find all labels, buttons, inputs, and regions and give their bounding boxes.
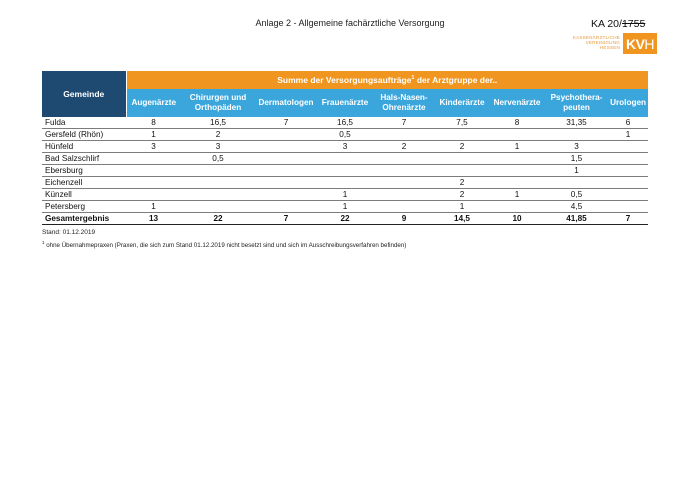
value-cell: 22 [181,213,255,225]
document-id-prefix: KA 20/ [591,18,622,30]
value-cell: 1 [317,189,373,201]
table-row [42,153,648,165]
table-row [42,177,648,189]
value-cell [181,165,255,177]
value-cell [373,177,435,189]
page-title: Anlage 2 - Allgemeine fachärztliche Versorgung [255,18,445,28]
gemeinde-cell: Ebersburg [42,165,126,177]
value-cell: 9 [373,213,435,225]
stand-date: Stand: 01.12.2019 [42,229,96,236]
value-cell: 1 [489,141,545,153]
value-cell: 1 [435,201,489,213]
logo-mark: KVH [625,35,655,52]
logo-text [560,35,620,51]
value-cell: 8 [489,117,545,129]
value-cell [608,201,648,213]
column-header: Nervenärzte [489,89,545,117]
column-header-row [42,89,648,117]
value-cell [608,189,648,201]
value-cell: 2 [181,129,255,141]
value-cell [126,189,181,201]
value-cell: 1 [489,189,545,201]
gemeinde-cell: Petersberg [42,201,126,213]
value-cell [255,201,317,213]
versorgung-table [42,71,648,225]
value-cell: 7 [255,117,317,129]
value-cell [317,177,373,189]
value-cell: 16,5 [317,117,373,129]
value-cell: 14,5 [435,213,489,225]
gemeinde-header: Gemeinde [42,71,126,117]
footnote-text: ohne Übernahmepraxen (Praxen, die sich zum Stand 01.12.2019 nicht besetzt sind und sich im Ausschreibungsverfahren befinden) [44,242,407,250]
value-cell: 6 [608,117,648,129]
value-cell [435,165,489,177]
document-id [591,18,645,30]
value-cell [255,189,317,201]
column-header: Dermatologen [255,89,317,117]
document-id-number: 1755 [621,18,646,30]
value-cell [489,165,545,177]
value-cell [317,153,373,165]
value-cell [489,153,545,165]
value-cell: 31,35 [545,117,608,129]
value-cell: 7,5 [435,117,489,129]
column-header: Augenärzte [126,89,181,117]
value-cell: 3 [181,141,255,153]
value-cell [181,177,255,189]
gemeinde-cell: Künzell [42,189,126,201]
column-header: Kinderärzte [435,89,489,117]
value-cell: 1 [126,129,181,141]
value-cell: 3 [317,141,373,153]
value-cell: 10 [489,213,545,225]
gemeinde-cell: Bad Salzschlirf [42,153,126,165]
value-cell [489,177,545,189]
logo-line-2: VEREINIGUNG [585,40,620,46]
super-header: Summe der Versorgungsaufträge$^1$ der Arztgruppe der.. [126,71,648,89]
logo-line-1: KASSENÄRZTLICHE [572,35,620,40]
value-cell [255,141,317,153]
table-row [42,117,648,129]
value-cell [435,129,489,141]
column-header: Chirurgen und Orthopäden [181,89,255,117]
table-body [42,117,648,225]
value-cell [608,165,648,177]
footnote [42,240,406,249]
value-cell: 7 [255,213,317,225]
column-header: Hals-Nasen- Ohrenärzte [373,89,435,117]
table-row [42,129,648,141]
value-cell [181,201,255,213]
value-cell: 0,5 [545,189,608,201]
value-cell [608,153,648,165]
value-cell [255,153,317,165]
gemeinde-cell: Fulda [42,117,126,129]
value-cell [545,177,608,189]
value-cell [373,189,435,201]
logo-line-3: HESSEN [599,45,620,51]
value-cell [255,129,317,141]
value-cell [373,165,435,177]
gemeinde-cell: Gersfeld (Rhön) [42,129,126,141]
value-cell: 1,5 [545,153,608,165]
value-cell: 2 [435,189,489,201]
value-cell [255,165,317,177]
value-cell [181,189,255,201]
value-cell: 1 [545,165,608,177]
value-cell [373,201,435,213]
value-cell: 7 [373,117,435,129]
table-row [42,189,648,201]
value-cell: 2 [435,141,489,153]
value-cell [435,153,489,165]
value-cell: 1 [317,201,373,213]
value-cell: 1 [608,129,648,141]
value-cell [317,165,373,177]
value-cell [545,129,608,141]
gemeinde-cell: Gesamtergebnis [42,213,126,225]
value-cell: 16,5 [181,117,255,129]
value-cell [608,141,648,153]
value-cell [126,177,181,189]
value-cell [373,129,435,141]
footnote-marker: 1 [42,240,45,245]
value-cell: 13 [126,213,181,225]
value-cell: 4,5 [545,201,608,213]
value-cell [489,201,545,213]
value-cell: 2 [373,141,435,153]
value-cell: 7 [608,213,648,225]
value-cell: 41,85 [545,213,608,225]
column-header: Urologen [608,89,648,117]
value-cell [255,177,317,189]
total-row [42,213,648,225]
value-cell [489,129,545,141]
value-cell: 0,5 [181,153,255,165]
value-cell [608,177,648,189]
table-row [42,201,648,213]
column-header: Frauenärzte [317,89,373,117]
value-cell: 2 [435,177,489,189]
kv-logo-icon [623,33,657,54]
value-cell [373,153,435,165]
gemeinde-cell: Hünfeld [42,141,126,153]
value-cell: 8 [126,117,181,129]
column-header: Psychothera- peuten [545,89,608,117]
table-row [42,165,648,177]
table-row [42,141,648,153]
gemeinde-cell: Eichenzell [42,177,126,189]
value-cell: 1 [126,201,181,213]
value-cell: 3 [545,141,608,153]
value-cell: 22 [317,213,373,225]
value-cell: 3 [126,141,181,153]
value-cell [126,165,181,177]
value-cell [126,153,181,165]
value-cell: 0,5 [317,129,373,141]
